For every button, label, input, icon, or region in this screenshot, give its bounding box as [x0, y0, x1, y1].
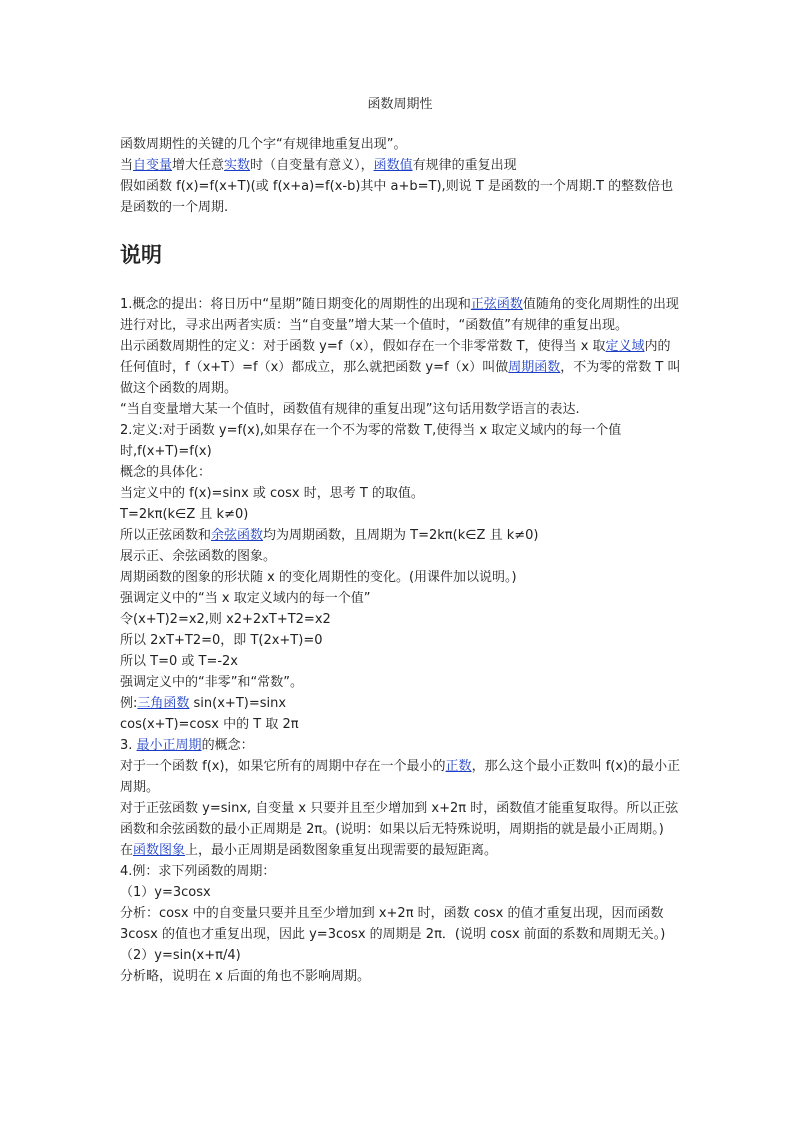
- intro-paragraph: [120, 176, 682, 218]
- text-run: 所以 T=0 或 T=-2x: [120, 654, 238, 669]
- body-paragraph: [120, 420, 682, 462]
- body-paragraph: [120, 651, 682, 672]
- term-link[interactable]: 最小正周期: [136, 738, 202, 753]
- text-run: 增大任意: [172, 158, 225, 173]
- text-run: T=2kπ(k∈Z 且 k≠0): [120, 507, 249, 522]
- text-run: 令(x+T)2=x2,则 x2+2xT+T2=x2: [120, 612, 331, 627]
- text-run: 3.: [120, 738, 137, 753]
- term-link[interactable]: 正弦函数: [470, 297, 523, 312]
- text-run: 展示正、余弦函数的图象。: [120, 549, 277, 564]
- text-run: 的概念：: [201, 738, 254, 753]
- body-section: [120, 294, 682, 987]
- text-run: 出示函数周期性的定义：对于函数 y=f（x），假如存在一个非零常数 T，使得当 x 取: [120, 339, 606, 354]
- body-paragraph: [120, 672, 682, 693]
- text-run: 值随角的变化周期性的出现进行对比，寻求出两者实质：当“自变量”增大某一个值时，“函数值”有规律的重复出现。: [120, 297, 679, 333]
- text-run: 当: [120, 158, 134, 173]
- section-heading: 说明: [120, 243, 162, 267]
- body-paragraph: [120, 714, 682, 735]
- body-paragraph: [120, 861, 682, 882]
- text-run: （2）y=sin(x+π/4): [120, 948, 241, 963]
- body-paragraph: [120, 588, 682, 609]
- text-run: 4.例：求下列函数的周期：: [120, 864, 276, 879]
- text-run: 例:: [120, 696, 138, 711]
- text-run: 强调定义中的“非零”和“常数”。: [120, 675, 303, 690]
- body-paragraph: [120, 336, 682, 399]
- text-run: 内的任何值时，f（x+T）=f（x）都成立，那么就把函数 y=f（x）叫做: [120, 339, 671, 375]
- text-run: 函数周期性的关键的几个字“有规律地重复出现”。: [120, 137, 407, 152]
- intro-section: [120, 134, 682, 218]
- text-run: sin(x+T)=sinx: [189, 696, 287, 711]
- body-paragraph: [120, 756, 682, 798]
- body-paragraph: [120, 483, 682, 504]
- body-paragraph: [120, 945, 682, 966]
- body-paragraph: [120, 567, 682, 588]
- text-run: 所以正弦函数和: [120, 528, 212, 543]
- term-link[interactable]: 函数值: [373, 158, 413, 173]
- text-run: 所以 2xT+T2=0，即 T(2x+T)=0: [120, 633, 323, 648]
- term-link[interactable]: 三角函数: [137, 696, 190, 711]
- text-run: 1.概念的提出：将日历中“星期”随日期变化的周期性的出现和: [120, 297, 471, 312]
- intro-paragraph: [120, 134, 682, 155]
- term-link[interactable]: 余弦函数: [211, 528, 264, 543]
- term-link[interactable]: 实数: [224, 158, 251, 173]
- text-run: 有规律的重复出现: [412, 158, 517, 173]
- text-run: 分析：cosx 中的自变量只要并且至少增加到 x+2π 时，函数 cosx 的值才重复出现，因而函数 3cosx 的值也才重复出现，因此 y=3cosx 的周期是 2π．(说明 cosx 前面的系数和周期无关。): [120, 906, 666, 942]
- body-paragraph: [120, 504, 682, 525]
- term-link[interactable]: 定义域: [605, 339, 645, 354]
- body-paragraph: [120, 903, 682, 945]
- body-paragraph: [120, 882, 682, 903]
- text-run: 均为周期函数，且周期为 T=2kπ(k∈Z 且 k≠0): [263, 528, 539, 543]
- text-run: （1）y=3cosx: [120, 885, 211, 900]
- text-run: “当自变量增大某一个值时，函数值有规律的重复出现”这句话用数学语言的表达.: [120, 402, 580, 417]
- text-run: 在: [120, 843, 134, 858]
- body-paragraph: [120, 399, 682, 420]
- text-run: 概念的具体化：: [120, 465, 212, 480]
- text-run: ，那么这个最小正数叫 f(x)的最小正周期。: [120, 759, 681, 795]
- text-run: 分析略，说明在 x 后面的角也不影响周期。: [120, 969, 370, 984]
- body-paragraph: [120, 693, 682, 714]
- term-link[interactable]: 正数: [445, 759, 472, 774]
- text-run: 对于一个函数 f(x)，如果它所有的周期中存在一个最小的: [120, 759, 446, 774]
- body-paragraph: [120, 840, 682, 861]
- term-link[interactable]: 周期函数: [508, 360, 561, 375]
- body-paragraph: [120, 735, 682, 756]
- body-paragraph: [120, 609, 682, 630]
- intro-paragraph: [120, 155, 682, 176]
- body-paragraph: [120, 546, 682, 567]
- text-run: 对于正弦函数 y=sinx, 自变量 x 只要并且至少增加到 x+2π 时，函数值才能重复取得。所以正弦函数和余弦函数的最小正周期是 2π。(说明：如果以后无特殊说明，周期指的就是最小正周期。): [120, 801, 679, 837]
- text-run: 2.定义:对于函数 y=f(x),如果存在一个不为零的常数 T,使得当 x 取定义域内的每一个值时,f(x+T)=f(x): [120, 423, 622, 459]
- text-run: 上，最小正周期是函数图象重复出现需要的最短距离。: [185, 843, 498, 858]
- text-run: cos(x+T)=cosx 中的 T 取 2π: [120, 717, 299, 732]
- text-run: ，不为零的常数 T 叫做这个函数的周期。: [120, 360, 681, 396]
- body-paragraph: [120, 798, 682, 840]
- document-title: 函数周期性: [367, 97, 433, 112]
- text-run: 当定义中的 f(x)=sinx 或 cosx 时，思考 T 的取值。: [120, 486, 424, 501]
- text-run: 时（自变量有意义），: [250, 158, 374, 173]
- term-link[interactable]: 自变量: [133, 158, 173, 173]
- text-run: 假如函数 f(x)=f(x+T)(或 f(x+a)=f(x-b)其中 a+b=T),则说 T 是函数的一个周期.T 的整数倍也是函数的一个周期.: [120, 179, 674, 215]
- body-paragraph: [120, 630, 682, 651]
- body-paragraph: [120, 525, 682, 546]
- body-paragraph: [120, 294, 682, 336]
- body-paragraph: [120, 966, 682, 987]
- text-run: 周期函数的图象的形状随 x 的变化周期性的变化。(用课件加以说明。): [120, 570, 517, 585]
- text-run: 强调定义中的“当 x 取定义域内的每一个值”: [120, 591, 371, 606]
- term-link[interactable]: 函数图象: [133, 843, 186, 858]
- body-paragraph: [120, 462, 682, 483]
